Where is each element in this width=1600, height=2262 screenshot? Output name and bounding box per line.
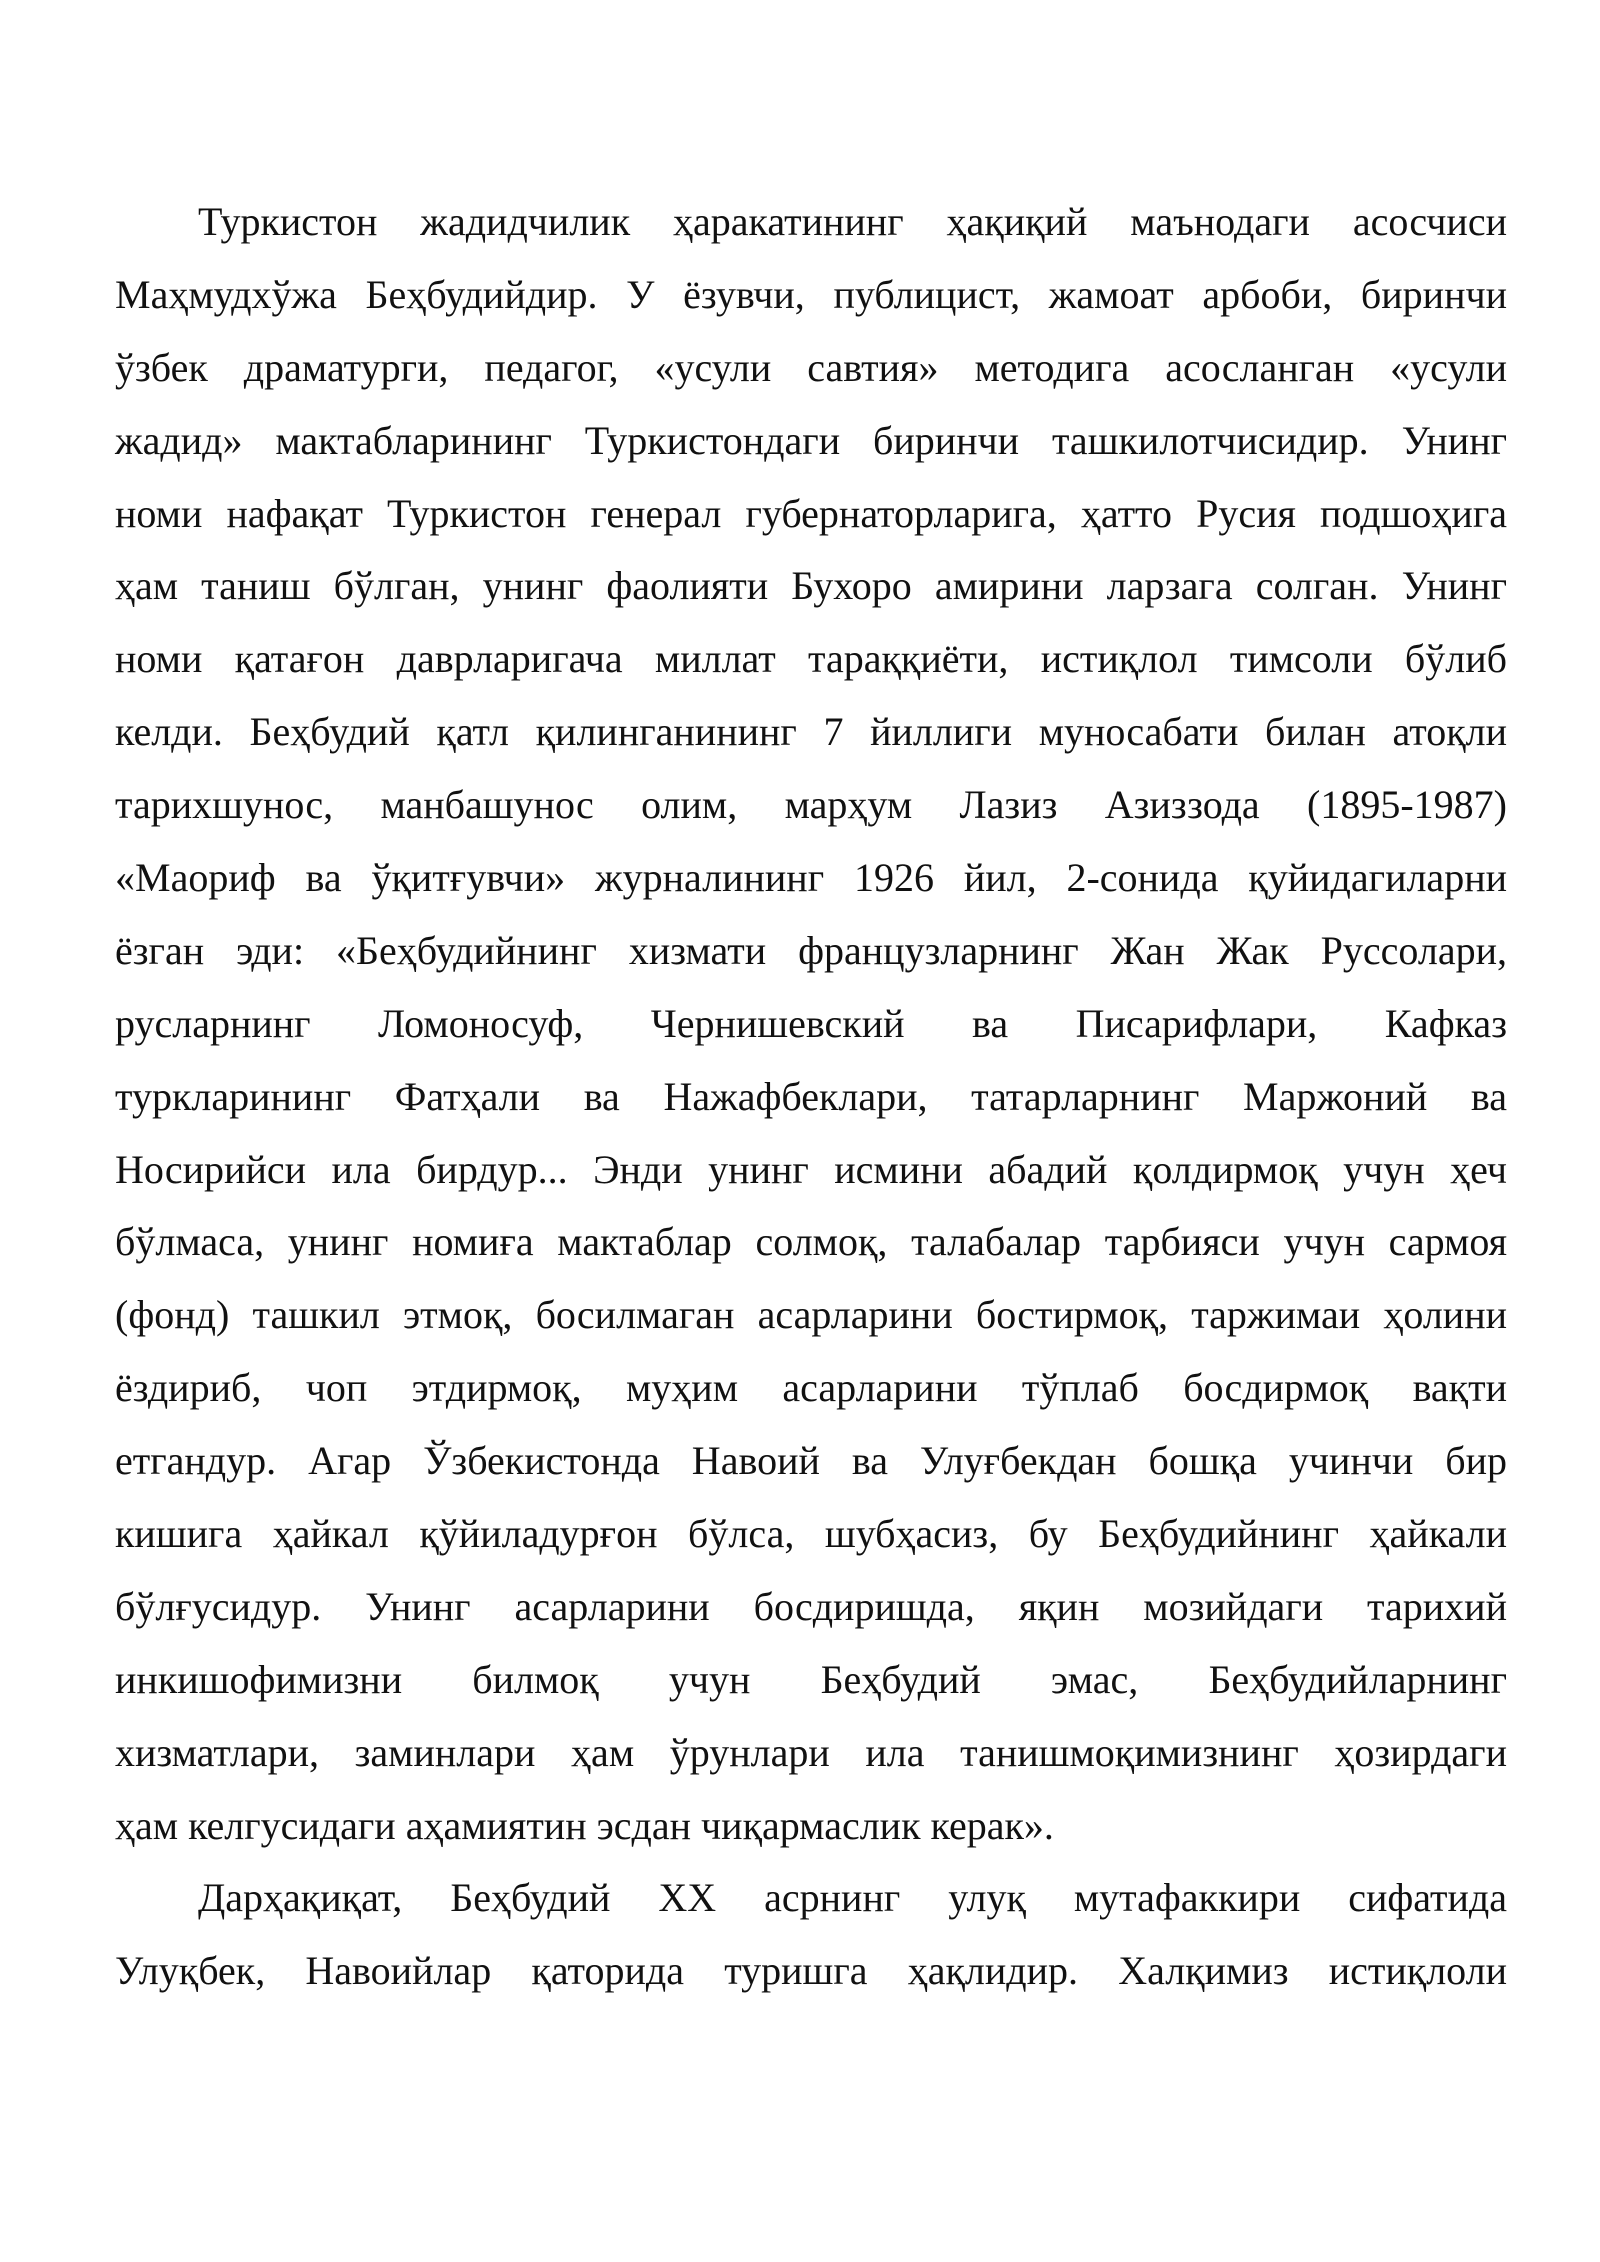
text-line: Дарҳақиқат, Беҳбудий XX асрнинг улуқ мутафаккири сифатида (198, 1875, 1507, 1921)
text-line: ҳам таниш бўлган, унинг фаолияти Бухоро амирини ларзага солган. Унинг (115, 563, 1507, 609)
text-line: кишига ҳайкал қўйиладурғон бўлса, шубҳасиз, бу Беҳбудийнинг ҳайкали (115, 1511, 1507, 1557)
text-line: (фонд) ташкил этмоқ, босилмаган асарларини бостирмоқ, таржимаи ҳолини (115, 1292, 1507, 1338)
text-line: русларнинг Ломоносуф, Чернишевский ва Писарифлари, Кафказ (115, 1000, 1507, 1046)
text-line: ёздириб, чоп этдирмоқ, муҳим асарларини тўплаб босдирмоқ вақти (115, 1365, 1507, 1411)
text-line: номи нафақат Туркистон генерал губернаторларига, ҳатто Русия подшоҳига (115, 490, 1507, 536)
text-line: номи қатағон даврларигача миллат тараққиёти, истиқлол тимсоли бўлиб (115, 636, 1507, 682)
text-line: инкишофимизни билмоқ учун Беҳбудий эмас, Беҳбудийларнинг (115, 1656, 1507, 1702)
text-line: ёзган эди: «Беҳбудийнинг хизмати французларнинг Жан Жак Руссолари, (115, 927, 1507, 973)
paragraph-1 (115, 186, 1507, 1862)
text-line: бўлғусидур. Унинг асарларини босдиришда, яқин мозийдаги тарихий (115, 1583, 1507, 1629)
text-line: Носирийси ила бирдур... Энди унинг исмини абадий қолдирмоқ учун ҳеч (115, 1146, 1507, 1192)
text-line: «Маориф ва ўқитғувчи» журналининг 1926 йил, 2-сонида қуйидагиларни (115, 855, 1507, 901)
paragraph-2 (115, 1862, 1507, 2008)
text-line: Улуқбек, Навоийлар қаторида туришга ҳақлидир. Халқимиз истиқлоли (115, 1948, 1507, 1994)
text-line: ўзбек драматурги, педагог, «усули савтия» методига асосланган «усули (115, 344, 1507, 390)
text-line: етгандур. Агар Ўзбекистонда Навоий ва Улуғбекдан бошқа учинчи бир (115, 1438, 1507, 1484)
text-line: Маҳмудхўжа Беҳбудийдир. У ёзувчи, публицист, жамоат арбоби, биринчи (115, 271, 1507, 317)
text-line: бўлмаса, унинг номиға мактаблар солмоқ, талабалар тарбияси учун сармоя (115, 1219, 1507, 1265)
text-line: жадид» мактабларининг Туркистондаги биринчи ташкилотчисидир. Унинг (115, 417, 1507, 463)
text-line: Туркистон жадидчилик ҳаракатининг ҳақиқий маънодаги асосчиси (198, 199, 1507, 244)
text-line: тарихшунос, манбашунос олим, марҳум Лазиз Азиззода (1895-1987) (115, 782, 1507, 828)
text-line: хизматлари, заминлари ҳам ўрунлари ила танишмоқимизнинг ҳозирдаги (115, 1729, 1507, 1775)
text-line: туркларининг Фатҳали ва Нажафбеклари, татарларнинг Маржоний ва (115, 1073, 1507, 1119)
text-line: ҳам келгусидаги аҳамиятин эсдан чиқармаслик керак». (115, 1802, 1054, 1848)
body-text (115, 186, 1507, 2008)
text-line: келди. Беҳбудий қатл қилинганининг 7 йиллиги муносабати билан атоқли (115, 709, 1507, 755)
